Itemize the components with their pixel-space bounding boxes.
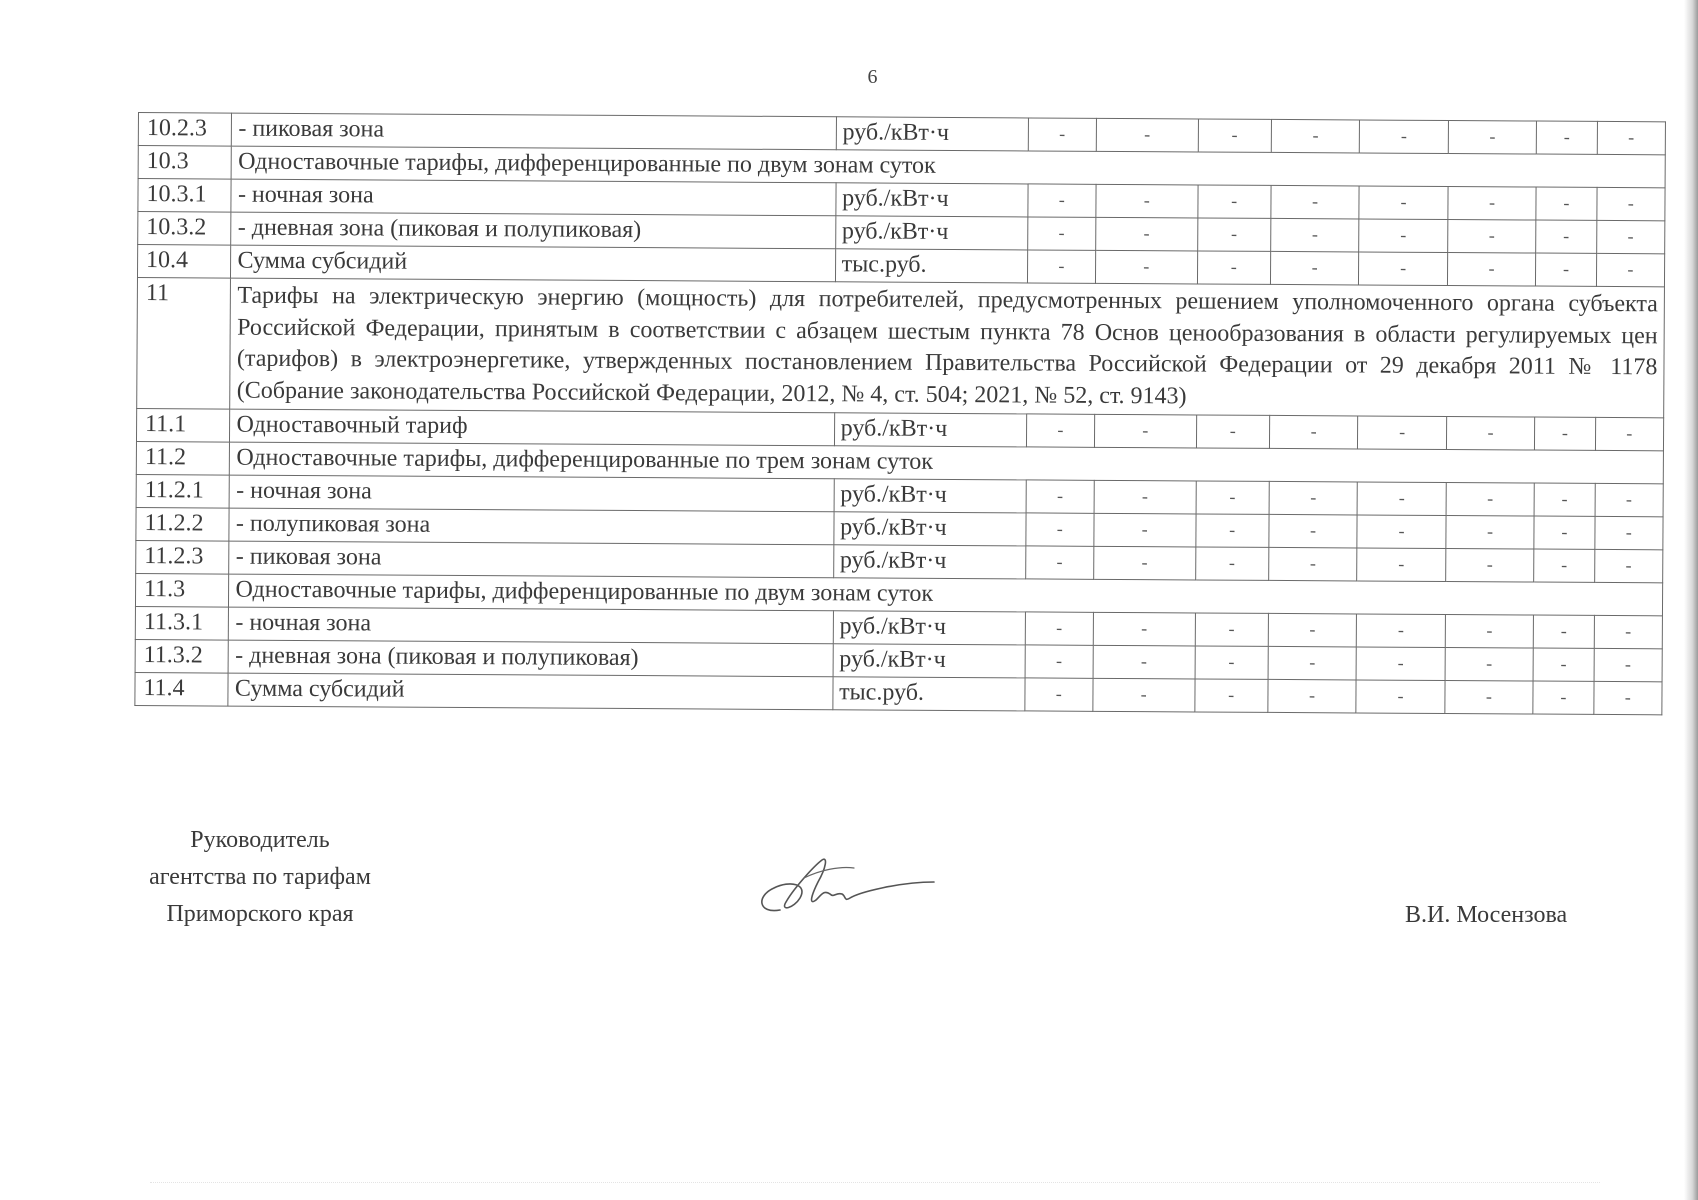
- row-name-cell: - ночная зона: [230, 475, 834, 512]
- value-cell: -: [1269, 415, 1358, 449]
- row-unit-cell: руб./кВт·ч: [834, 413, 1026, 447]
- value-cell: -: [1025, 546, 1094, 579]
- value-cell: -: [1094, 513, 1196, 547]
- value-cell: -: [1026, 414, 1095, 447]
- value-cell: -: [1359, 252, 1448, 286]
- page-edge-shadow: [1684, 0, 1698, 1200]
- value-cell: -: [1195, 547, 1269, 580]
- value-cell: -: [1356, 647, 1445, 681]
- value-cell: -: [1448, 121, 1537, 155]
- row-unit-cell: тыс.руб.: [833, 677, 1025, 711]
- value-cell: -: [1268, 646, 1357, 680]
- row-number-cell: 11.3.2: [135, 639, 229, 673]
- value-cell: -: [1093, 612, 1195, 646]
- value-cell: -: [1447, 220, 1536, 254]
- value-cell: -: [1194, 679, 1268, 712]
- value-cell: -: [1270, 251, 1359, 285]
- value-cell: -: [1536, 187, 1597, 220]
- table-row: [137, 277, 1665, 417]
- row-unit-cell: руб./кВт·ч: [835, 216, 1027, 250]
- row-unit-cell: руб./кВт·ч: [834, 479, 1026, 513]
- row-number-cell: 10.3.1: [138, 179, 232, 213]
- value-cell: -: [1596, 220, 1665, 253]
- value-cell: -: [1197, 251, 1271, 284]
- value-cell: -: [1595, 417, 1664, 450]
- value-cell: -: [1534, 549, 1595, 582]
- row-name-cell: - дневная зона (пиковая и полупиковая): [231, 212, 835, 249]
- row-name-cell: Сумма субсидий: [228, 673, 832, 710]
- value-cell: -: [1027, 250, 1096, 283]
- value-cell: -: [1269, 481, 1358, 515]
- row-number-cell: 10.4: [137, 245, 231, 279]
- value-cell: -: [1096, 217, 1198, 251]
- value-cell: -: [1445, 647, 1534, 681]
- row-unit-cell: руб./кВт·ч: [834, 512, 1026, 546]
- value-cell: -: [1024, 678, 1093, 711]
- value-cell: -: [1448, 187, 1537, 221]
- scan-noise: [150, 1182, 1600, 1185]
- value-cell: -: [1597, 121, 1666, 154]
- signatory-position-line: Приморского края: [166, 901, 354, 927]
- value-cell: -: [1446, 482, 1535, 516]
- row-number-cell: 11.2: [136, 441, 230, 475]
- value-cell: -: [1357, 482, 1446, 516]
- value-cell: -: [1025, 645, 1094, 678]
- value-cell: -: [1198, 119, 1272, 152]
- value-cell: -: [1268, 679, 1357, 713]
- value-cell: -: [1446, 515, 1535, 549]
- value-cell: -: [1594, 648, 1663, 681]
- value-cell: -: [1093, 678, 1195, 712]
- row-name-cell: - пиковая зона: [229, 541, 833, 578]
- row-number-cell: 11.2.1: [136, 474, 230, 508]
- value-cell: -: [1356, 680, 1445, 714]
- value-cell: -: [1196, 415, 1270, 448]
- value-cell: -: [1536, 253, 1597, 286]
- signatory-position-line: Руководитель: [190, 827, 330, 853]
- value-cell: -: [1357, 614, 1446, 648]
- value-cell: -: [1196, 481, 1270, 514]
- value-cell: -: [1094, 480, 1196, 514]
- value-cell: -: [1533, 648, 1594, 681]
- tariff-table: [134, 112, 1666, 715]
- value-cell: -: [1447, 253, 1536, 287]
- value-cell: -: [1197, 218, 1271, 251]
- row-name-cell: - дневная зона (пиковая и полупиковая): [229, 640, 833, 677]
- value-cell: -: [1269, 514, 1358, 548]
- value-cell: -: [1445, 680, 1534, 714]
- value-cell: -: [1096, 184, 1198, 218]
- row-unit-cell: руб./кВт·ч: [836, 183, 1028, 217]
- value-cell: -: [1197, 185, 1271, 218]
- row-name-cell: - ночная зона: [229, 607, 833, 644]
- value-cell: -: [1195, 613, 1269, 646]
- value-cell: -: [1095, 250, 1197, 284]
- value-cell: -: [1027, 217, 1096, 250]
- row-number-cell: 10.2.3: [138, 113, 232, 147]
- row-name-cell: - полупиковая зона: [229, 508, 833, 545]
- row-name-cell: Сумма субсидий: [231, 245, 835, 282]
- value-cell: -: [1096, 118, 1198, 152]
- value-cell: -: [1536, 220, 1597, 253]
- value-cell: -: [1358, 416, 1447, 450]
- row-number-cell: 11: [137, 277, 231, 409]
- row-number-cell: 11.2.3: [136, 540, 230, 574]
- value-cell: -: [1026, 480, 1095, 513]
- value-cell: -: [1359, 186, 1448, 220]
- row-number-cell: 10.3.2: [138, 212, 232, 246]
- value-cell: -: [1094, 546, 1196, 580]
- row-unit-cell: руб./кВт·ч: [833, 644, 1025, 678]
- row-name-cell: Одноставочный тариф: [230, 409, 834, 446]
- value-cell: -: [1268, 613, 1357, 647]
- value-cell: -: [1093, 645, 1195, 679]
- value-cell: -: [1094, 414, 1196, 448]
- row-unit-cell: руб./кВт·ч: [836, 117, 1028, 151]
- value-cell: -: [1537, 121, 1598, 154]
- value-cell: -: [1195, 646, 1269, 679]
- row-number-cell: 11.4: [135, 672, 229, 706]
- row-number-cell: 11.3.1: [135, 606, 229, 640]
- row-unit-cell: руб./кВт·ч: [833, 545, 1025, 579]
- value-cell: -: [1593, 681, 1662, 714]
- value-cell: -: [1028, 118, 1097, 151]
- value-cell: -: [1445, 548, 1534, 582]
- value-cell: -: [1534, 516, 1595, 549]
- page-number: 6: [867, 66, 878, 88]
- value-cell: -: [1533, 681, 1594, 714]
- row-number-cell: 11.2.2: [136, 507, 230, 541]
- section-heading-cell: Одноставочные тарифы, дифференцированные по двум зонам суток: [229, 574, 1663, 616]
- section-description-cell: Тарифы на электрическую энергию (мощность) для потребителей, предусмотренных решением уполномоченного органа субъекта Российской Федерации, принятым в соответствии с абзацем шестым пункта 78 Основ ценообразования в области регулируемых цен (тарифов) в электроэнергетике, утвержденных постановлением Правительства Российской Федерации от 29 декабря 2011 № 1178 (Собрание законодательства Российской Федерации, 2012, № 4, ст. 504; 2021, № 52, ст. 9143): [230, 278, 1664, 418]
- value-cell: -: [1360, 120, 1449, 154]
- value-cell: -: [1028, 184, 1097, 217]
- value-cell: -: [1026, 513, 1095, 546]
- value-cell: -: [1271, 119, 1360, 153]
- row-number-cell: 10.3: [138, 146, 232, 180]
- row-unit-cell: руб./кВт·ч: [833, 611, 1025, 645]
- value-cell: -: [1357, 515, 1446, 549]
- value-cell: -: [1596, 253, 1665, 286]
- value-cell: -: [1535, 417, 1596, 450]
- row-unit-cell: тыс.руб.: [835, 249, 1027, 283]
- value-cell: -: [1271, 218, 1360, 252]
- row-number-cell: 11.1: [136, 408, 230, 442]
- section-heading-cell: Одноставочные тарифы, дифференцированные по двум зонам суток: [232, 146, 1666, 188]
- row-number-cell: 11.3: [135, 573, 229, 607]
- value-cell: -: [1595, 483, 1664, 516]
- value-cell: -: [1446, 416, 1535, 450]
- signatory-position: [110, 822, 410, 933]
- value-cell: -: [1271, 185, 1360, 219]
- handwritten-signature: [750, 848, 940, 928]
- value-cell: -: [1596, 187, 1665, 220]
- row-name-cell: - ночная зона: [231, 179, 835, 216]
- value-cell: -: [1359, 219, 1448, 253]
- value-cell: -: [1534, 615, 1595, 648]
- tariff-table-body: [135, 113, 1666, 715]
- section-heading-cell: Одноставочные тарифы, дифференцированные по трем зонам суток: [230, 442, 1664, 484]
- value-cell: -: [1594, 516, 1663, 549]
- value-cell: -: [1594, 549, 1663, 582]
- value-cell: -: [1195, 514, 1269, 547]
- value-cell: -: [1445, 614, 1534, 648]
- signatory-position-line: агентства по тарифам: [149, 864, 371, 890]
- value-cell: -: [1594, 615, 1663, 648]
- value-cell: -: [1357, 548, 1446, 582]
- row-name-cell: - пиковая зона: [232, 113, 836, 150]
- value-cell: -: [1025, 612, 1094, 645]
- value-cell: -: [1534, 483, 1595, 516]
- value-cell: -: [1269, 547, 1358, 581]
- signatory-name: В.И. Мосензова: [1405, 902, 1568, 928]
